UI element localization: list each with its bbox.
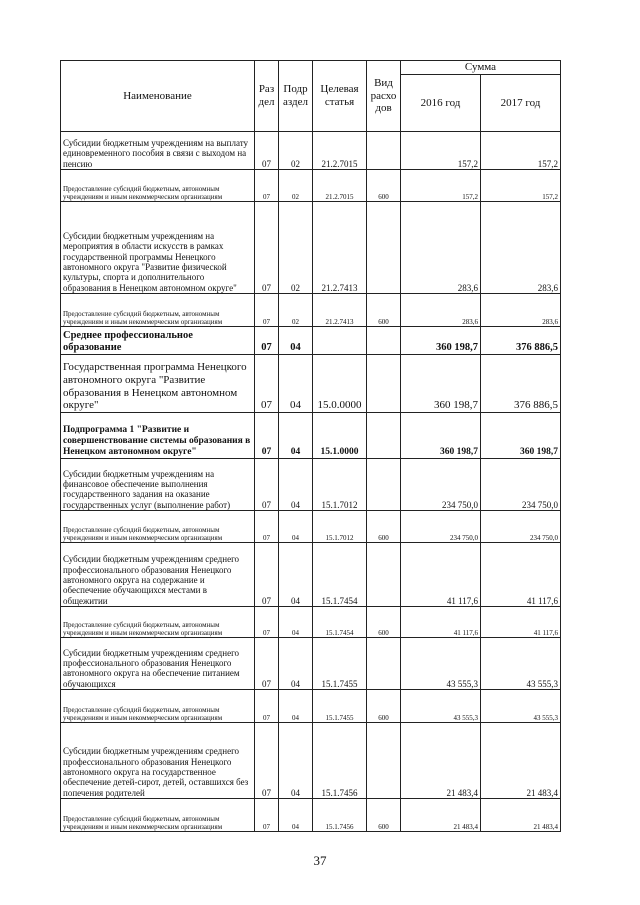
row-name: Субсидии бюджетным учреждениям на выплату единовременного пособия в связи с выходом на пенсию (61, 132, 255, 170)
row-podrazdel: 02 (279, 132, 313, 170)
row-2017: 21 483,4 (481, 723, 561, 799)
table-row (61, 170, 561, 202)
row-razdel: 07 (255, 799, 279, 832)
budget-table (60, 60, 561, 832)
row-2016: 41 117,6 (401, 607, 481, 638)
row-name: Предоставление субсидий бюджетным, автономным учреждениям и иным некоммерческим организациям (61, 170, 255, 202)
row-2016: 234 750,0 (401, 511, 481, 543)
row-razdel: 07 (255, 543, 279, 607)
row-podrazdel: 04 (279, 543, 313, 607)
row-razdel: 07 (255, 327, 279, 355)
row-podrazdel: 04 (279, 459, 313, 511)
row-2017: 376 886,5 (481, 327, 561, 355)
row-vid (367, 327, 401, 355)
row-podrazdel: 04 (279, 511, 313, 543)
row-vid: 600 (367, 799, 401, 832)
row-razdel: 07 (255, 459, 279, 511)
row-2016: 21 483,4 (401, 799, 481, 832)
row-2016: 157,2 (401, 132, 481, 170)
row-2016: 43 555,3 (401, 690, 481, 723)
table-row (61, 355, 561, 413)
row-podrazdel: 04 (279, 690, 313, 723)
row-target: 21.2.7015 (313, 132, 367, 170)
row-razdel: 07 (255, 170, 279, 202)
row-target: 15.1.0000 (313, 413, 367, 459)
row-target: 15.1.7012 (313, 511, 367, 543)
row-target: 21.2.7413 (313, 294, 367, 327)
row-2017: 234 750,0 (481, 511, 561, 543)
table-row (61, 690, 561, 723)
table-row (61, 459, 561, 511)
row-2017: 43 555,3 (481, 690, 561, 723)
row-podrazdel: 04 (279, 638, 313, 690)
row-2016: 21 483,4 (401, 723, 481, 799)
table-row (61, 543, 561, 607)
row-target (313, 327, 367, 355)
header-name: Наименование (61, 61, 255, 132)
table-row (61, 294, 561, 327)
row-target: 15.1.7455 (313, 638, 367, 690)
table-row (61, 511, 561, 543)
row-podrazdel: 04 (279, 607, 313, 638)
row-razdel: 07 (255, 413, 279, 459)
row-razdel: 07 (255, 723, 279, 799)
row-podrazdel: 04 (279, 327, 313, 355)
row-2017: 234 750,0 (481, 459, 561, 511)
table-row (61, 327, 561, 355)
row-vid (367, 355, 401, 413)
header-vid: Вид расхо дов (367, 61, 401, 132)
row-vid (367, 413, 401, 459)
row-name: Субсидии бюджетным учреждениям среднего профессионального образования Ненецкого автономного округа на обеспечение питанием обучающихся (61, 638, 255, 690)
row-2016: 41 117,6 (401, 543, 481, 607)
table-row (61, 723, 561, 799)
row-target: 21.2.7413 (313, 202, 367, 294)
table-row (61, 202, 561, 294)
header-2016: 2016 год (401, 75, 481, 132)
row-target: 15.1.7456 (313, 799, 367, 832)
row-2016: 360 198,7 (401, 413, 481, 459)
row-name: Предоставление субсидий бюджетным, автономным учреждениям и иным некоммерческим организациям (61, 511, 255, 543)
row-2017: 21 483,4 (481, 799, 561, 832)
row-name: Предоставление субсидий бюджетным, автономным учреждениям и иным некоммерческим организациям (61, 690, 255, 723)
row-podrazdel: 04 (279, 723, 313, 799)
table-row (61, 607, 561, 638)
row-podrazdel: 04 (279, 355, 313, 413)
row-vid: 600 (367, 294, 401, 327)
header-target: Целевая статья (313, 61, 367, 132)
row-2017: 41 117,6 (481, 607, 561, 638)
row-name: Субсидии бюджетным учреждениям на мероприятия в области искусств в рамках государственной программы Ненецкого автономного округа "Развитие физической культуры, спорта и дополнительного образования в Ненецком автономном округе" (61, 202, 255, 294)
row-target: 15.1.7454 (313, 543, 367, 607)
header-razdel: Раз дел (255, 61, 279, 132)
row-2017: 41 117,6 (481, 543, 561, 607)
header-podrazdel: Подр аздел (279, 61, 313, 132)
row-target: 15.1.7455 (313, 690, 367, 723)
row-target: 15.0.0000 (313, 355, 367, 413)
row-name: Среднее профессиональное образование (61, 327, 255, 355)
row-vid (367, 459, 401, 511)
row-name: Предоставление субсидий бюджетным, автономным учреждениям и иным некоммерческим организациям (61, 799, 255, 832)
table-row (61, 799, 561, 832)
row-razdel: 07 (255, 638, 279, 690)
row-vid: 600 (367, 607, 401, 638)
row-2017: 283,6 (481, 294, 561, 327)
row-vid: 600 (367, 690, 401, 723)
header-sum: Сумма (401, 61, 561, 75)
table-row (61, 132, 561, 170)
table-row (61, 638, 561, 690)
row-2016: 283,6 (401, 202, 481, 294)
row-razdel: 07 (255, 607, 279, 638)
header-2017: 2017 год (481, 75, 561, 132)
row-vid: 600 (367, 170, 401, 202)
row-2017: 157,2 (481, 170, 561, 202)
row-target: 21.2.7015 (313, 170, 367, 202)
row-name: Государственная программа Ненецкого автономного округа "Развитие образования в Ненецком автономном округе" (61, 355, 255, 413)
row-name: Подпрограмма 1 "Развитие и совершенствование системы образования в Ненецком автономном округе" (61, 413, 255, 459)
row-razdel: 07 (255, 294, 279, 327)
row-2016: 234 750,0 (401, 459, 481, 511)
row-vid (367, 638, 401, 690)
row-razdel: 07 (255, 132, 279, 170)
row-vid (367, 132, 401, 170)
row-target: 15.1.7012 (313, 459, 367, 511)
row-2017: 376 886,5 (481, 355, 561, 413)
table-row (61, 413, 561, 459)
row-2016: 360 198,7 (401, 355, 481, 413)
row-2016: 283,6 (401, 294, 481, 327)
row-razdel: 07 (255, 511, 279, 543)
row-2017: 157,2 (481, 132, 561, 170)
row-vid (367, 723, 401, 799)
row-name: Субсидии бюджетным учреждениям среднего профессионального образования Ненецкого автономного округа на государственное обеспечение детей-сирот, детей, оставшихся без попечения родителей (61, 723, 255, 799)
row-2017: 360 198,7 (481, 413, 561, 459)
row-2017: 43 555,3 (481, 638, 561, 690)
row-target: 15.1.7456 (313, 723, 367, 799)
row-podrazdel: 02 (279, 170, 313, 202)
row-2016: 157,2 (401, 170, 481, 202)
row-razdel: 07 (255, 355, 279, 413)
row-2016: 360 198,7 (401, 327, 481, 355)
row-vid (367, 543, 401, 607)
row-podrazdel: 04 (279, 413, 313, 459)
row-name: Субсидии бюджетным учреждениям среднего профессионального образования Ненецкого автономного округа на содержание и обеспечение обучающихся местами в общежитии (61, 543, 255, 607)
row-name: Предоставление субсидий бюджетным, автономным учреждениям и иным некоммерческим организациям (61, 607, 255, 638)
row-2017: 283,6 (481, 202, 561, 294)
row-target: 15.1.7454 (313, 607, 367, 638)
row-vid (367, 202, 401, 294)
row-2016: 43 555,3 (401, 638, 481, 690)
row-podrazdel: 02 (279, 294, 313, 327)
row-name: Субсидии бюджетным учреждениям на финансовое обеспечение выполнения государственного задания на оказание государственных услуг (выполнение работ) (61, 459, 255, 511)
row-razdel: 07 (255, 690, 279, 723)
row-vid: 600 (367, 511, 401, 543)
row-podrazdel: 04 (279, 799, 313, 832)
row-name: Предоставление субсидий бюджетным, автономным учреждениям и иным некоммерческим организациям (61, 294, 255, 327)
row-razdel: 07 (255, 202, 279, 294)
page-number: 37 (313, 853, 327, 868)
row-podrazdel: 02 (279, 202, 313, 294)
